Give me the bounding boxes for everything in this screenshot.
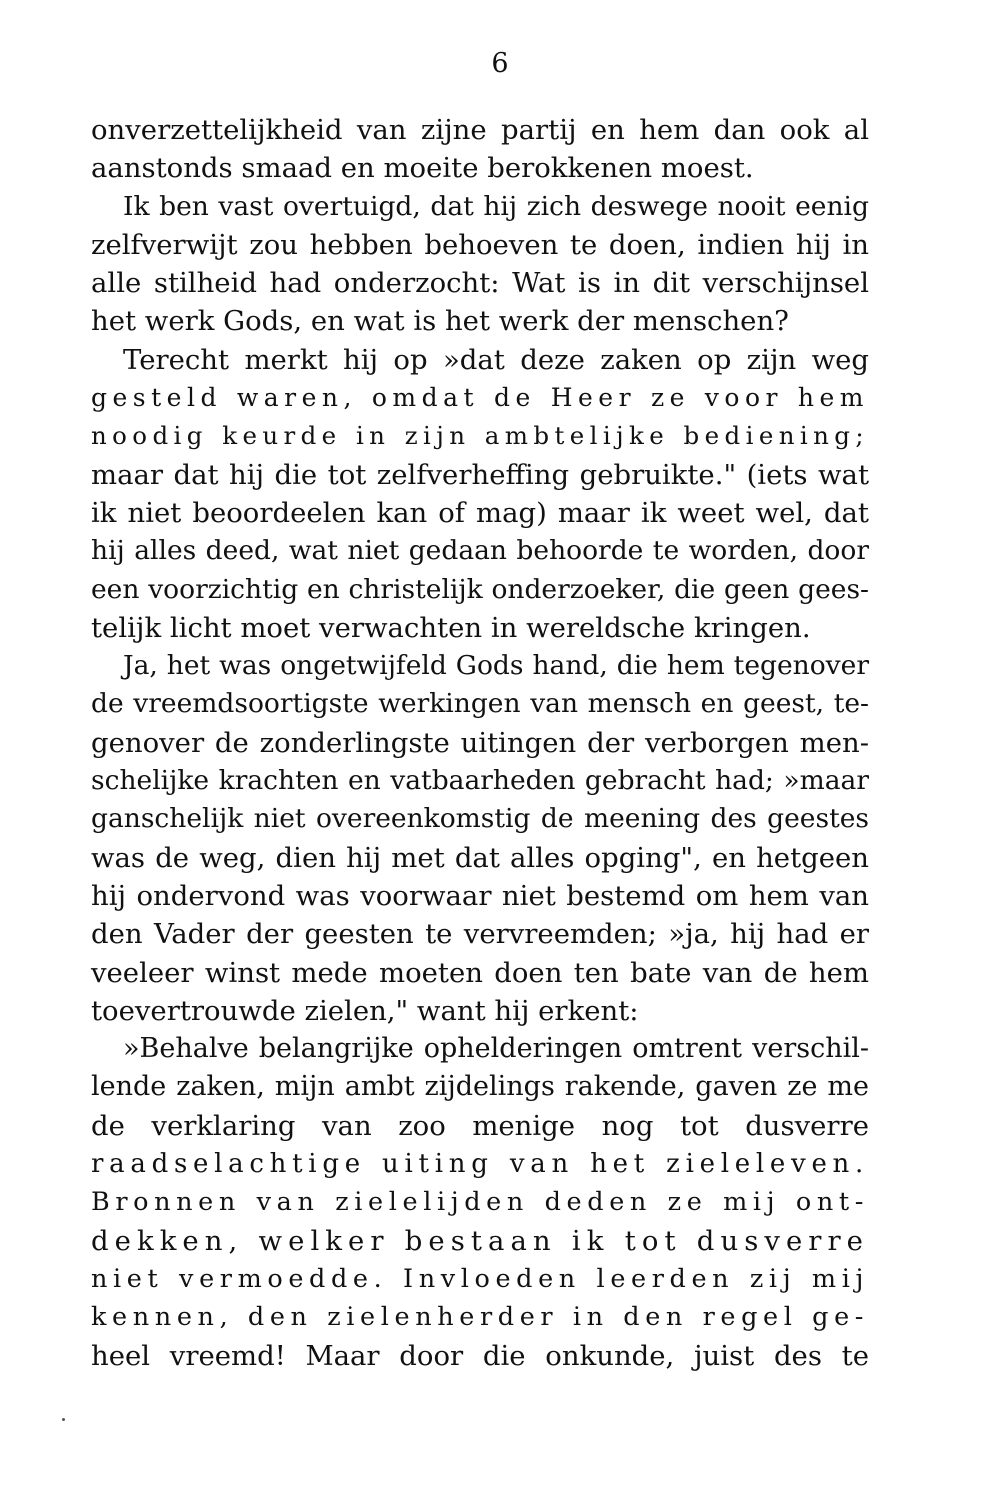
text-line: maar dat hij die tot zelfverheffing gebruikte." (iets wat [91,458,869,491]
body-text [91,111,869,1375]
text-line: veeleer winst mede moeten doen ten bate van de hem [91,956,869,989]
text-line: toevertrouwde zielen," want hij erkent: [91,994,639,1027]
text-line: dekken, welker bestaan ik tot dusverre [91,1224,869,1257]
text-line: zelfverwijt zou hebben behoeven te doen, indien hij in [91,228,869,261]
text-line: lende zaken, mijn ambt zijdelings rakende, gaven ze me [91,1071,869,1103]
text-line: schelijke krachten en vatbaarheden gebracht had; »maar [91,765,869,797]
text-line: ganschelijk niet overeenkomstig de meening des geestes [91,803,869,835]
text-line: het werk Gods, en wat is het werk der menschen? [91,305,789,338]
text-line: onverzettelijkheid van zijne partij en hem dan ook al [91,114,869,146]
text-line: noodig keurde in zijn ambtelijke bediening; [91,421,869,451]
text-line: niet vermoedde. Invloeden leerden zij mij [91,1263,869,1294]
text-line: gesteld waren, omdat de Heer ze voor hem [91,383,869,413]
text-line: ik niet beoordeelen kan of mag) maar ik weet wel, dat [91,496,869,529]
text-line: hij ondervond was voorwaar niet bestemd om hem van [91,879,869,912]
text-line: Ja, het was ongetwijfeld Gods hand, die hem tegenover [123,650,869,682]
text-line: een voorzichtig en christelijk onderzoeker, die geen gees- [91,573,869,605]
text-line: raadselachtige uiting van het zieleleven. [91,1149,869,1180]
text-line: den Vader der geesten te vervreemden; »ja, hij had er [91,918,869,951]
text-line: aanstonds smaad en moeite berokkenen moest. [91,152,754,185]
text-line: kennen, den zielenherder in den regel ge- [91,1302,869,1333]
text-line: de vreemdsoortigste werkingen van mensch en geest, te- [91,688,869,720]
page-number: 6 [491,48,509,79]
text-line: hij alles deed, wat niet gedaan behoorde te worden, door [91,535,869,567]
text-line: telijk licht moet verwachten in wereldsche kringen. [91,611,811,644]
text-line: Ik ben vast overtuigd, dat hij zich deswege nooit eenig [123,190,869,222]
text-line: heel vreemd! Maar door die onkunde, juist des te [91,1339,869,1372]
text-line: de verklaring van zoo menige nog tot dusverre [91,1109,869,1142]
text-line: genover de zonderlingste uitingen der verborgen men- [91,726,869,759]
text-line: Bronnen van zielelijden deden ze mij ont- [91,1187,869,1218]
text-line: Terecht merkt hij op »dat deze zaken op zijn weg [123,343,869,376]
text-line: »Behalve belangrijke ophelderingen omtrent verschil- [123,1033,869,1065]
text-line: was de weg, dien hij met dat alles opging", en hetgeen [91,841,869,874]
text-line: alle stilheid had onderzocht: Wat is in dit verschijnsel [91,267,869,300]
print-speck [62,1418,65,1421]
